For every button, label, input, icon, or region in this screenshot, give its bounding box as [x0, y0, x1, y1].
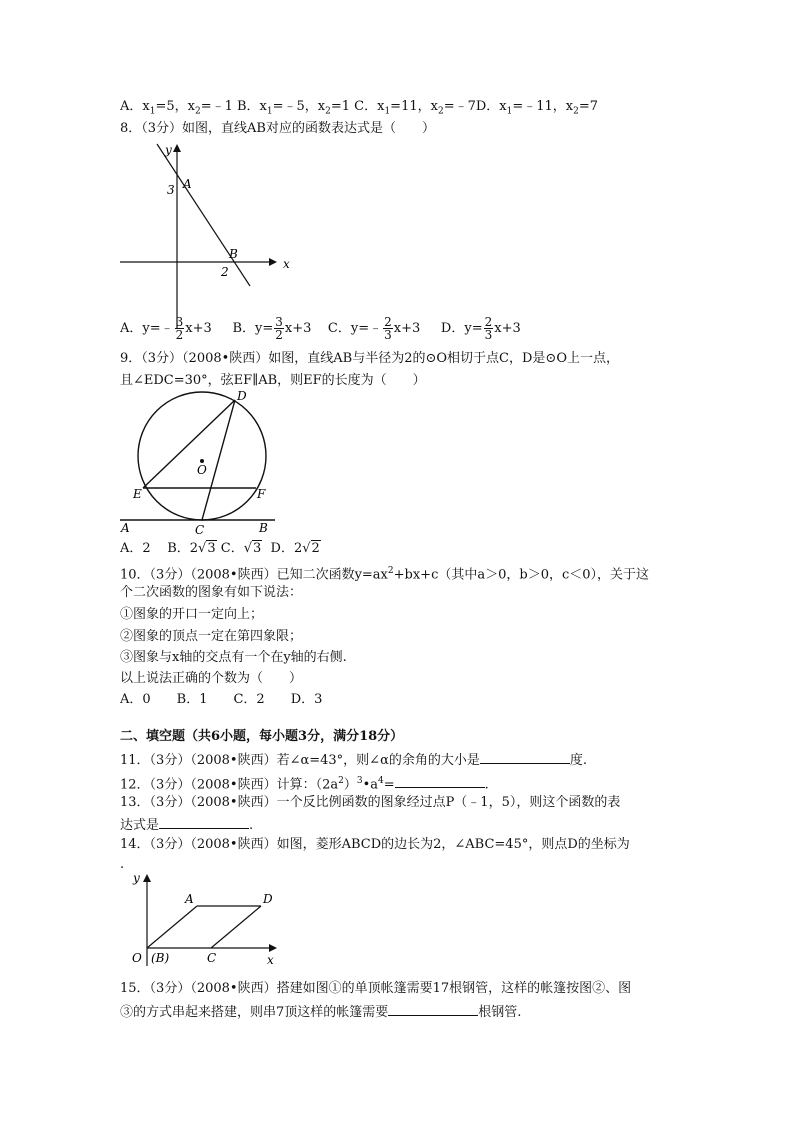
q15-line1: 15．（3分）（2008•陕西）搭建如图①的单顶帐篷需要17根钢管，这样的帐篷按图②、图 [120, 981, 632, 996]
q10-options: A．0 B．1 C．2 D．3 [120, 692, 323, 707]
q8-x-label: x [283, 257, 290, 271]
q10-statement-3: ③图象与x轴的交点有一个在y轴的右侧. [120, 650, 347, 665]
q14-y-label: y [133, 871, 140, 885]
q9-line1: 9．（3分）（2008•陕西）如图，直线AB与半径为2的⊙O相切于点C，D是⊙O上一点， [120, 351, 619, 366]
q9-point-b: B [259, 521, 268, 535]
q10-line1: 10．（3分）（2008•陕西）已知二次函数$y=ax^2+bx+c$（其中a＞0，b＞0，c＜0），关于这 [120, 566, 650, 583]
q10-ask: 以上说法正确的个数为（ ） [120, 671, 303, 686]
q14-line1: 14．（3分）（2008•陕西）如图，菱形ABCD的边长为2，∠ABC=45°，则点D的坐标为 [120, 837, 630, 852]
q9-line2: 且∠EDC=30°，弦EF∥AB，则EF的长度为（ ） [120, 373, 426, 388]
q8-point-a: A [183, 177, 192, 191]
q14-line2: . [120, 857, 125, 872]
q14-point-d: D [263, 892, 273, 906]
q10-statement-1: ①图象的开口一定向上； [120, 607, 264, 622]
q14-point-c: C [207, 951, 217, 965]
q14-figure [125, 870, 285, 970]
q9-figure [115, 388, 280, 538]
q8-tick-2: 2 [221, 265, 229, 279]
q10-statement-2: ②图象的顶点一定在第四象限； [120, 629, 303, 644]
q14-point-o: O [132, 951, 142, 965]
q14-x-label: x [267, 953, 274, 967]
q7-options: A．$x_1=5$，$x_2=﹣1$ B．$x_1=﹣5$，$x_2=1$ C．$x_1=11$，$x_2=﹣7D$．$x_1=﹣11$，$x_2=7$ [120, 99, 599, 117]
q10-line2: 个二次函数的图象有如下说法： [120, 585, 303, 600]
q8-y-label: y [165, 143, 172, 157]
q8-options: A．y=﹣ $\frac{3}{2}$ x+3 B．y= $\frac{3}{2}$ x+3 C．y=﹣ $\frac{2}{3}$ x+3 D．y= $\frac{2}{3}$ x+3 [120, 315, 521, 342]
q14-point-b: (B) [151, 951, 170, 965]
q11: 11．（3分）（2008•陕西）若∠α=43°，则∠α的余角的大小是 度. [120, 750, 587, 770]
q9-point-e: E [133, 487, 142, 501]
q9-point-a: A [121, 521, 130, 535]
q12: 12．（3分）（2008•陕西）计算：$(2a^2)^3•a^4=$ . [120, 776, 489, 793]
q9-point-f: F [257, 487, 266, 501]
q8-tick-3: 3 [167, 183, 175, 197]
q8-point-b: B [229, 247, 238, 261]
q8-stem: 8．（3分）如图，直线AB对应的函数表达式是（ ） [120, 121, 435, 136]
q13-line2: 达式是 . [120, 815, 253, 835]
q14-point-a: A [185, 892, 194, 906]
q9-point-c: C [195, 523, 205, 537]
q8-figure [115, 138, 305, 333]
section-2-title: 二、填空题（共6小题，每小题3分，满分18分） [120, 729, 404, 744]
q13-line1: 13．（3分）（2008•陕西）一个反比例函数的图象经过点P（﹣1，5），则这个函数的表 [120, 795, 621, 810]
q9-point-d: D [237, 389, 247, 403]
q9-point-o: O [197, 463, 207, 477]
q15-line2: ③的方式串起来搭建，则串7顶这样的帐篷需要 根钢管. [120, 1002, 521, 1022]
q9-options: A．2 B．2√3 C．√3 D．2√2 [120, 541, 320, 556]
